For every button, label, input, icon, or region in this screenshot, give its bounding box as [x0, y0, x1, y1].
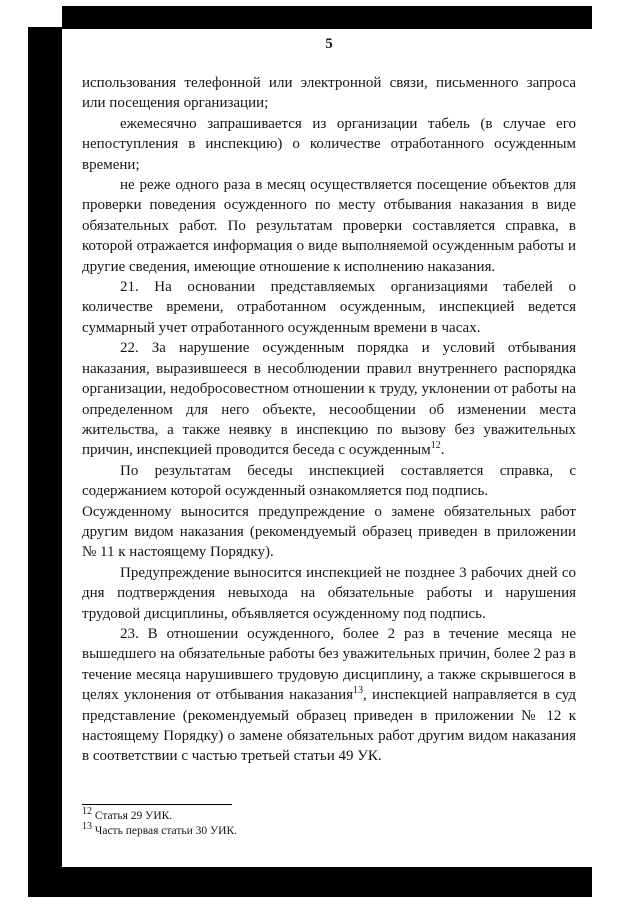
paragraph: По результатам беседы инспекцией составляется справка, с содержанием которой осужденный ознакомляется под подпись. — [82, 462, 576, 500]
footnotes-section — [82, 804, 576, 838]
paragraph: Осужденному выносится предупреждение о замене обязательных работ другим видом наказания (рекомендуемый образец приведен в приложении № 11 к настоящему Порядку). — [82, 503, 576, 561]
footnote: $^{12}$ Статья 29 УИК. — [82, 806, 173, 822]
footnote: $^{13}$ Часть первая статьи 30 УИК. — [82, 820, 238, 837]
footnote-list — [82, 806, 576, 838]
footnote-marker: 12 — [82, 806, 92, 818]
scan-border-left — [28, 27, 62, 868]
document-body — [82, 73, 576, 767]
footnote-marker: 13 — [353, 685, 364, 697]
paragraph: 23. В отношении осужденного, более 2 раз в течение месяца не вышедшего на обязательные работы без уважительных причин, более 2 раз в течение месяца нарушившего трудовую дисциплину, а также скрывшегося в целях уклонения от отбывания наказания$^{13}$, инспекцией направляется в суд представление (рекомендуемый образец приведен в приложении № 12 к настоящему Порядку) о замене обязательных работ другим видом наказания в соответствии с частью третьей статьи 49 УК. — [82, 625, 576, 765]
footnote-separator — [82, 804, 232, 805]
paragraph: Предупреждение выносится инспекцией не позднее 3 рабочих дней со дня подтверждения невыхода на обязательные работы и нарушения трудовой дисциплины, объявляется осужденному под подпись. — [82, 564, 576, 622]
page-number: 5 — [325, 36, 333, 52]
scan-border-top — [62, 6, 592, 29]
footnote-marker: 12 — [430, 440, 441, 452]
footnote-marker: 13 — [82, 820, 92, 832]
scan-border-bottom — [28, 867, 592, 897]
paragraph: 21. На основании представляемых организациями табелей о количестве времени, отработанном осужденным, инспекцией ведется суммарный учет отработанного осужденным времени в часах. — [82, 279, 576, 336]
page-content — [82, 36, 576, 767]
paragraph: не реже одного раза в месяц осуществляется посещение объектов для проверки поведения осужденного по месту отбывания наказания в виде обязательных работ. По результатам проверки составляется справка, в которой отражается информация о виде выполняемой осужденным работы и другие сведения, имеющие отношение к исполнению наказания. — [82, 177, 576, 275]
paragraph: ежемесячно запрашивается из организации табель (в случае его непоступления в инспекцию) о количестве отработанного осужденным времени; — [82, 115, 576, 173]
paragraph: использования телефонной или электронной связи, письменного запроса или посещения организации; — [82, 75, 576, 112]
paragraph: 22. За нарушение осужденным порядка и условий отбывания наказания, выразившееся в несоблюдении правил внутреннего распорядка организации, недобросовестном отношении к труду, уклонении от работы на определенном для него объекте, несообщении об изменении места жительства, а также неявку в инспекцию по вызову без уважительных причин, инспекцией проводится беседа с осужденным$^{12}$. — [82, 340, 576, 459]
